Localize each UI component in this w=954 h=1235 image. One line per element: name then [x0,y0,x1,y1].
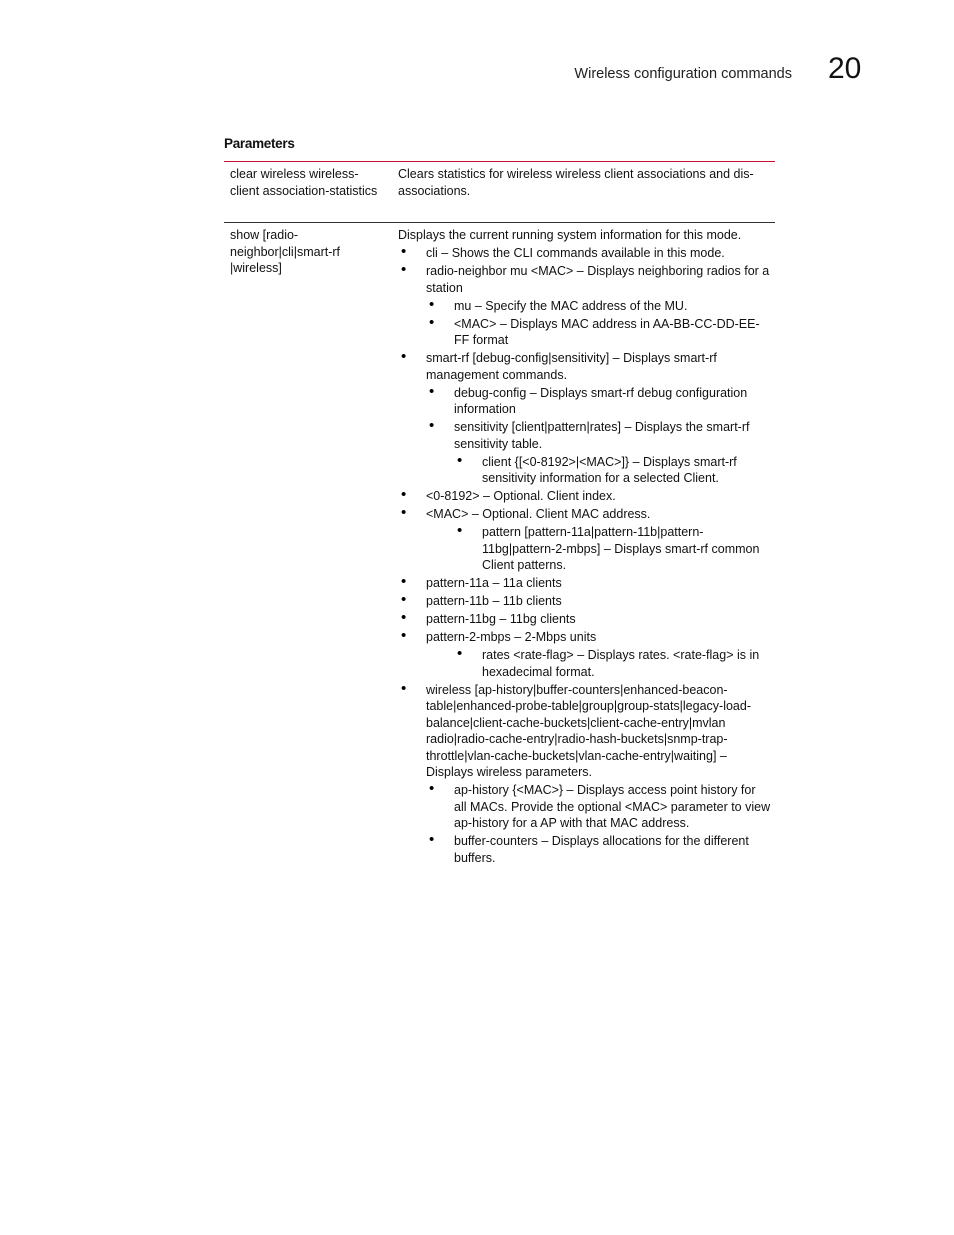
bullet-item: • rates <rate-flag> – Displays rates. <rate-flag> is in hexadecimal format. [398,647,771,680]
bullet-item: • wireless [ap-history|buffer-counters|enhanced-beacon-table|enhanced-probe-table|group|group-stats|legacy-load-balance|client-cache-buckets|client-cache-entry|mvlan radio|radio-cache-entry|radio-hash-buckets|snmp-trap-throttle|vlan-cache-buckets|vlan-cache-entry|waiting] – Displays wireless parameters. [398,682,771,781]
bullet-item: • client {[<0-8192>|<MAC>]} – Displays smart-rf sensitivity information for a selected Client. [398,454,771,487]
bullet-item: • buffer-counters – Displays allocations for the different buffers. [398,833,771,866]
bullet-item: • <MAC> – Optional. Client MAC address. [398,506,771,523]
bullet-item: • pattern [pattern-11a|pattern-11b|pattern-11bg|pattern-2-mbps] – Displays smart-rf common Client patterns. [398,524,771,574]
running-header-title: Wireless configuration commands [574,66,792,82]
bullet-item: • sensitivity [client|pattern|rates] – Displays the smart-rf sensitivity table. [398,419,771,452]
bullet-item: • smart-rf [debug-config|sensitivity] – Displays smart-rf management commands. [398,350,771,383]
bullet-item: • <0-8192> – Optional. Client index. [398,488,771,505]
parameter-name: clear wireless wireless-client association-statistics [230,167,378,198]
bullet-item: • radio-neighbor mu <MAC> – Displays neighboring radios for a station [398,263,771,296]
bullet-item: • pattern-11a – 11a clients [398,575,771,592]
bullet-item: • ap-history {<MAC>} – Displays access point history for all MACs. Provide the optional <MAC> parameter to view ap-history for a AP with that MAC address. [398,782,771,832]
chapter-number: 20 [828,52,862,85]
bullet-item: • mu – Specify the MAC address of the MU. [398,298,771,315]
parameter-description [384,223,775,871]
bullet-item: • pattern-2-mbps – 2-Mbps units [398,629,771,646]
bullet-list [398,245,771,866]
table-row [224,162,775,223]
parameter-description: Clears statistics for wireless wireless client associations and dis-associations. [398,167,754,198]
description-intro: Displays the current running system information for this mode. [398,228,742,242]
bullet-item: • debug-config – Displays smart-rf debug configuration information [398,385,771,418]
table-row [224,223,775,871]
section-title: Parameters [224,136,295,151]
bullet-item: • cli – Shows the CLI commands available in this mode. [398,245,771,262]
parameter-name: show [radio-neighbor|cli|smart-rf |wireless] [230,228,340,275]
bullet-item: • pattern-11b – 11b clients [398,593,771,610]
bullet-item: • <MAC> – Displays MAC address in AA-BB-CC-DD-EE-FF format [398,316,771,349]
bullet-item: • pattern-11bg – 11bg clients [398,611,771,628]
parameters-table [224,161,775,871]
